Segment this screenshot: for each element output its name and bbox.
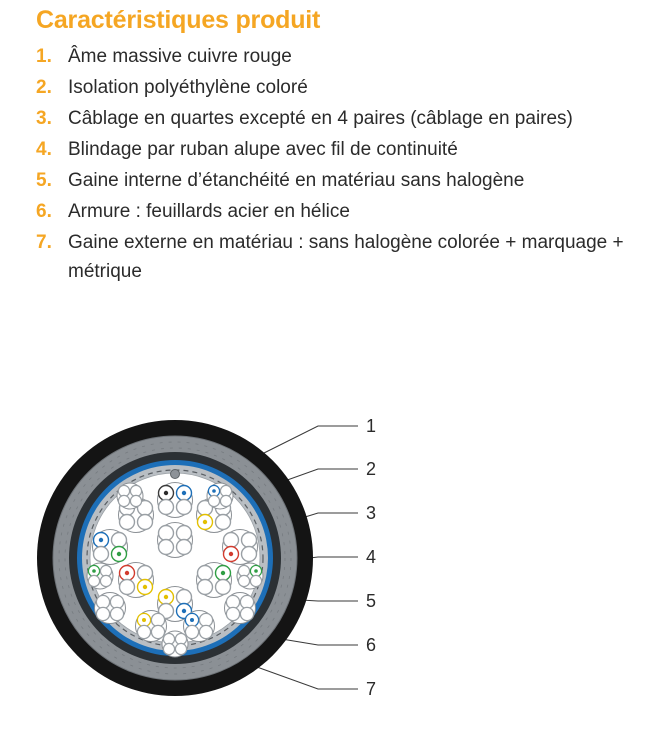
list-item-label: Blindage par ruban alupe avec fil de continuité [68,139,458,160]
feature-list [36,42,636,288]
list-item-label: Armure : feuillards acier en hélice [68,201,350,222]
list-item-number: 4. [36,139,52,160]
list-item [36,135,636,164]
list-item [36,228,636,286]
list-item-number: 1. [36,46,52,67]
list-item-number: 3. [36,108,52,129]
callout-1: 1 [366,416,377,436]
list-item-label: Câblage en quartes excepté en 4 paires (câblage en paires) [68,108,573,129]
callout-6: 6 [366,635,377,655]
list-item [36,42,636,71]
callout-4: 4 [366,547,377,567]
callout-5: 5 [366,591,377,611]
list-item-number: 2. [36,77,52,98]
list-item [36,197,636,226]
list-item [36,166,636,195]
list-item-number: 7. [36,232,52,253]
list-item [36,73,636,102]
list-item [36,104,636,133]
callout-7: 7 [366,679,377,699]
list-item-label: Âme massive cuivre rouge [68,46,292,67]
list-item-number: 5. [36,170,52,191]
list-item-label: Gaine interne d’étanchéité en matériau sans halogène [68,170,525,191]
list-item-label: Isolation polyéthylène coloré [68,77,308,98]
list-item-number: 6. [36,201,52,222]
callout-3: 3 [366,503,377,523]
list-item-label: Gaine externe en matériau : sans halogène colorée + marquage + métrique [68,232,624,282]
continuity-wire [171,470,180,479]
callout-2: 2 [366,459,377,479]
page-title: Caractéristiques produit [36,6,321,34]
cable-cross-section-diagram [0,408,659,731]
